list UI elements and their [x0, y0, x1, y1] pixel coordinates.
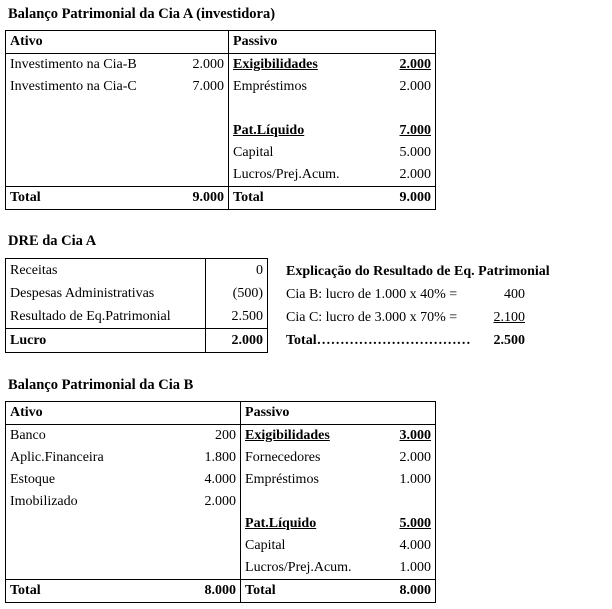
- explicacao-text: Cia C: lucro de 3.000 x 70% =: [286, 310, 458, 325]
- ativo-value: 2.000: [166, 54, 229, 77]
- table-row: [6, 447, 436, 469]
- passivo-label: Lucros/Prej.Acum.: [233, 167, 340, 182]
- ativo-value: 2.000: [166, 491, 241, 513]
- explicacao-total-value: 2.500: [493, 333, 525, 348]
- passivo-value: [357, 491, 436, 513]
- dre-value: 2.500: [231, 309, 263, 324]
- passivo-label: Capital: [245, 538, 286, 553]
- passivo-value: 3.000: [399, 428, 432, 443]
- passivo-value: 2.000: [399, 79, 432, 94]
- total-ativo: 9.000: [166, 187, 229, 210]
- ativo-label: [6, 535, 166, 557]
- dre-label: Receitas: [6, 259, 206, 283]
- passivo-label: Empréstimos: [245, 472, 319, 487]
- dre-table: [5, 258, 268, 353]
- ativo-label: [6, 513, 166, 535]
- passivo-value: 5.000: [399, 516, 432, 531]
- ativo-header: Ativo: [6, 402, 241, 425]
- ativo-label: [6, 98, 166, 120]
- passivo-label: Lucros/Prej.Acum.: [245, 560, 352, 575]
- explicacao-total-label: Total……………………………: [286, 333, 471, 348]
- explicacao-title: Explicação do Resultado de Eq. Patrimonial: [286, 264, 550, 279]
- table-row: [6, 469, 436, 491]
- ativo-label: Aplic.Financeira: [10, 450, 104, 465]
- passivo-value: 1.000: [399, 472, 432, 487]
- table-row: [6, 282, 268, 305]
- table-row: [6, 54, 436, 77]
- table-row: [6, 513, 436, 535]
- bp-b-total-row: [6, 580, 436, 603]
- passivo-value: 1.000: [399, 560, 432, 575]
- explicacao-value: 400: [504, 287, 525, 302]
- dre-value: (500): [232, 286, 263, 301]
- ativo-label: [6, 142, 166, 164]
- passivo-value: 2.000: [399, 450, 432, 465]
- ativo-value: 200: [166, 425, 241, 448]
- total-passivo: 8.000: [357, 580, 436, 603]
- ativo-label: [6, 120, 166, 142]
- table-row: [6, 142, 436, 164]
- ativo-value: [166, 557, 241, 580]
- dre-label: Resultado de Eq.Patrimonial: [6, 305, 206, 329]
- dre-label: Despesas Administrativas: [6, 282, 206, 305]
- ativo-header: Ativo: [6, 31, 229, 54]
- table-row: [6, 98, 436, 120]
- passivo-label: Pat.Líquido: [233, 123, 305, 138]
- dre-total-value: 2.000: [206, 329, 268, 353]
- table-row: [6, 491, 436, 513]
- bp-b-table: [5, 401, 436, 603]
- passivo-label: Fornecedores: [245, 450, 321, 465]
- passivo-header: Passivo: [241, 402, 436, 425]
- ativo-label: Banco: [10, 428, 46, 443]
- table-row: [6, 305, 268, 329]
- explicacao-text: Cia B: lucro de 1.000 x 40% =: [286, 287, 458, 302]
- ativo-label: Investimento na Cia-B: [10, 57, 137, 72]
- passivo-label: Exigibilidades: [233, 57, 318, 72]
- bp-b-title: Balanço Patrimonial da Cia B: [8, 377, 194, 393]
- ativo-value: [166, 513, 241, 535]
- bp-a-header-row: [6, 31, 436, 54]
- bp-a-total-row: [6, 187, 436, 210]
- bp-a-table: [5, 30, 436, 210]
- total-label-ativo: Total: [6, 187, 166, 210]
- ativo-value: 4.000: [166, 469, 241, 491]
- bp-b-header-row: [6, 402, 436, 425]
- ativo-value: 7.000: [166, 76, 229, 98]
- dre-total-label: Lucro: [6, 329, 206, 353]
- explicacao-value: 2.100: [493, 310, 525, 325]
- ativo-value: [166, 535, 241, 557]
- passivo-label: Exigibilidades: [245, 428, 330, 443]
- ativo-label: [6, 164, 166, 187]
- explicacao-block: [286, 260, 606, 352]
- dre-title: DRE da Cia A: [8, 233, 97, 249]
- total-label-passivo: Total: [241, 580, 357, 603]
- ativo-value: 1.800: [166, 447, 241, 469]
- passivo-label: [229, 98, 357, 120]
- passivo-value: 2.000: [399, 167, 432, 182]
- ativo-label: Imobilizado: [10, 494, 78, 509]
- table-row: [6, 76, 436, 98]
- total-ativo: 8.000: [166, 580, 241, 603]
- ativo-label: Investimento na Cia-C: [10, 79, 137, 94]
- explicacao-total: [286, 329, 606, 352]
- table-row: [6, 425, 436, 448]
- dre-value: 0: [256, 263, 263, 278]
- bp-a-title: Balanço Patrimonial da Cia A (investidora): [8, 6, 276, 22]
- explicacao-line: [286, 306, 606, 329]
- passivo-value: [357, 98, 436, 120]
- ativo-label: [6, 557, 166, 580]
- table-row: [6, 557, 436, 580]
- passivo-value: 2.000: [399, 57, 432, 72]
- passivo-value: 7.000: [399, 123, 432, 138]
- table-row: [6, 259, 268, 283]
- dre-total-row: [6, 329, 268, 353]
- total-passivo: 9.000: [357, 187, 436, 210]
- table-row: [6, 535, 436, 557]
- passivo-header: Passivo: [229, 31, 436, 54]
- passivo-label: Capital: [233, 145, 274, 160]
- ativo-value: [166, 98, 229, 120]
- ativo-label: Estoque: [10, 472, 56, 487]
- total-label-ativo: Total: [6, 580, 166, 603]
- total-label-passivo: Total: [229, 187, 357, 210]
- passivo-label: [241, 491, 357, 513]
- ativo-value: [166, 164, 229, 187]
- explicacao-line: [286, 283, 606, 306]
- passivo-value: 4.000: [399, 538, 432, 553]
- ativo-value: [166, 142, 229, 164]
- passivo-value: 5.000: [399, 145, 432, 160]
- passivo-label: Empréstimos: [233, 79, 307, 94]
- passivo-label: Pat.Líquido: [245, 516, 317, 531]
- table-row: [6, 120, 436, 142]
- table-row: [6, 164, 436, 187]
- ativo-value: [166, 120, 229, 142]
